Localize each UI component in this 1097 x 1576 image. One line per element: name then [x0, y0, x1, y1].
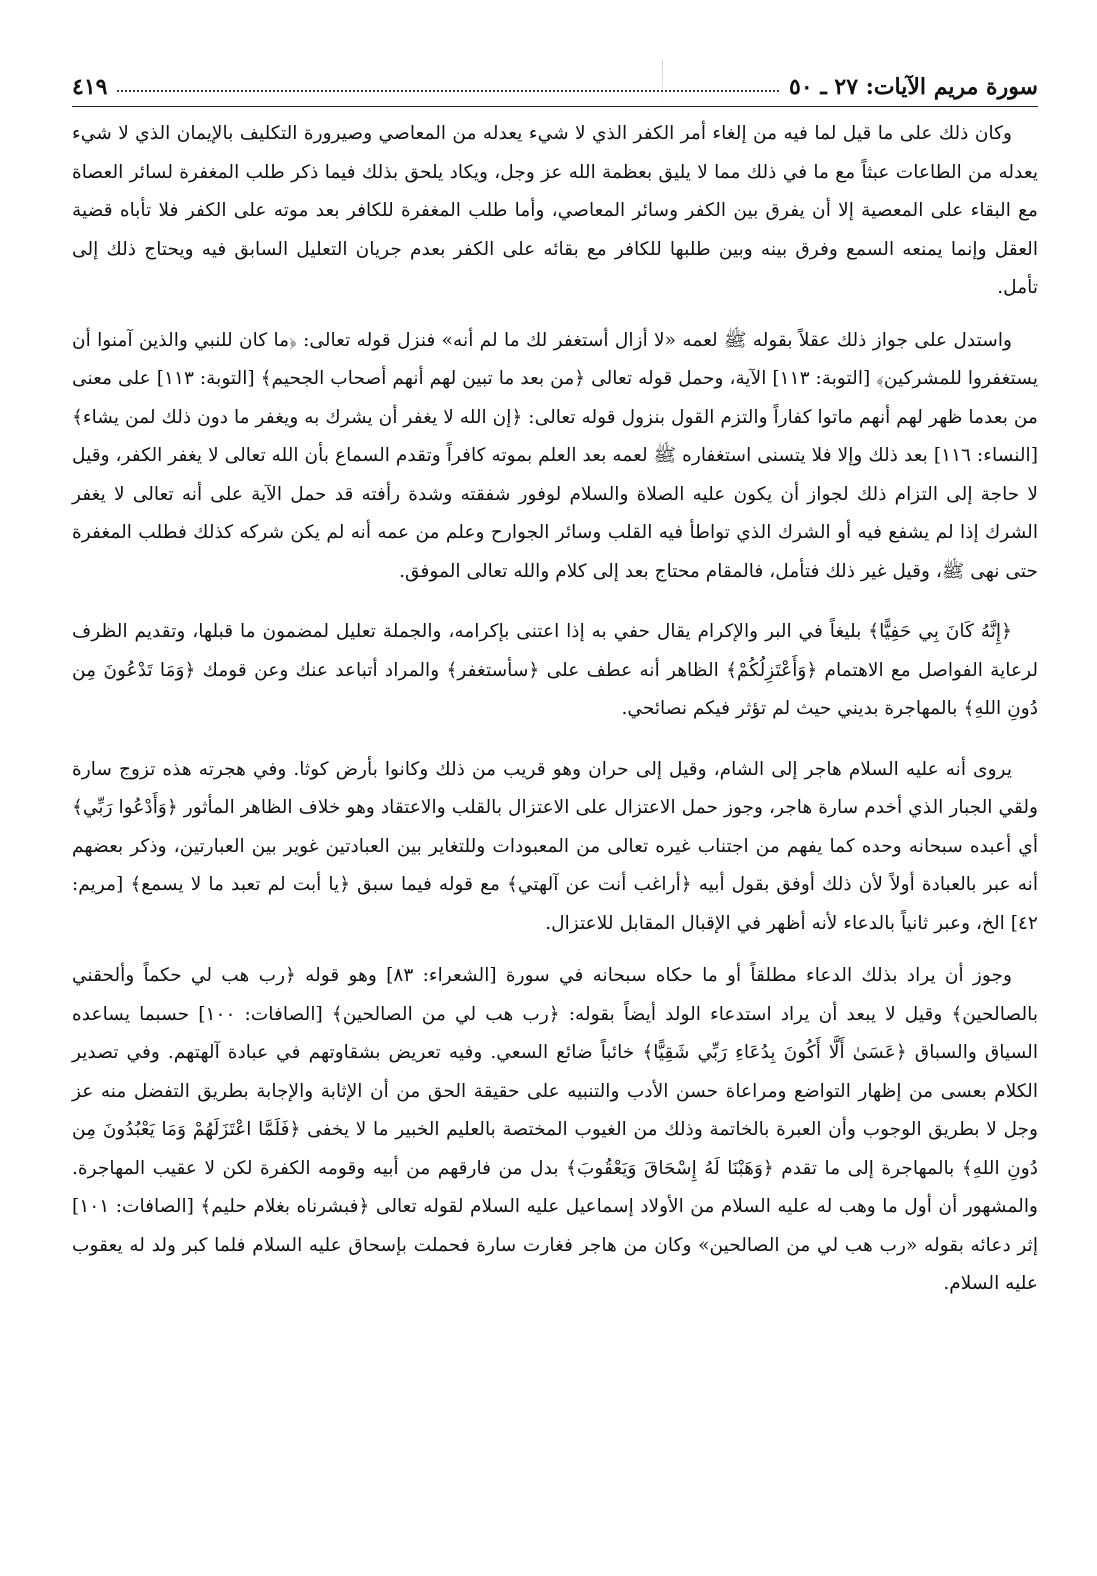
- paragraph: يروى أنه عليه السلام هاجر إلى الشام، وقيل إلى حران وهو قريب من ذلك وكانوا بأرض كوثا. وفي هجرته هذه تزوج سارة ولقي الجبار الذي أخدم سارة هاجر، وجوز حمل الاعتزال على الاعتزال بالقلب والاعتقاد وهو خلاف الظاهر المأثور ﴿وَأَدْعُوا رَبِّي﴾ أي أعبده سبحانه وحده كما يفهم من اجتناب غيره تعالى من المعبودات وللتغاير بين العبادتين غوير بين العبارتين، وذكر بعضهم أنه عبر بالعبادة أولاً لأن ذلك أوفق بقول أبيه ﴿أراغب أنت عن آلهتي﴾ مع قوله فيما سبق ﴿يا أبت لم تعبد ما لا يسمع﴾ [مريم: ٤٢] الخ، وعبر ثانياً بالدعاء لأنه أظهر في الإقبال المقابل للاعتزال.: [72, 758, 1038, 934]
- commentary-text: [72, 115, 1038, 1304]
- header-dot-leader: [117, 90, 779, 92]
- paragraph: وكان ذلك على ما قيل لما فيه من إلغاء أمر الكفر الذي لا شيء يعدله من المعاصي وصيرورة التكليف بالإيمان الذي لا شيء يعدله من الطاعات عبثاً مع ما في ذلك مما لا يليق بعظمة الله عز وجل، ويكاد يلحق بذلك فيما ذكر طلب المغفرة لسائر العصاة مع البقاء على المعصية إلا أن يفرق بين الكفر وسائر المعاصي، وأما طلب المغفرة للكافر بعد موته على الكفر فلا تأباه قضية العقل وإنما يمنعه السمع وفرق بينه وبين طلبها للكافر مع بقائه على الكفر بعدم جريان التعليل السابق فيه ويحتاج ذلك إلى تأمل.: [72, 123, 1038, 298]
- paragraph: وجوز أن يراد بذلك الدعاء مطلقاً أو ما حكاه سبحانه في سورة [الشعراء: ٨٣] وهو قوله ﴿رب هب لي حكماً وألحقني بالصالحين﴾ وقيل لا يبعد أن يراد استدعاء الولد أيضاً بقوله: ﴿رب هب لي من الصالحين﴾ [الصافات: ١٠٠] حسبما يساعده السياق والسباق ﴿عَسَىٰ أَلَّا أَكُونَ بِدُعَاءِ رَبِّي شَقِيًّا﴾ خائباً ضائع السعي. وفيه تعريض بشقاوتهم في عبادة آلهتهم. وفي تصدير الكلام بعسى من إظهار التواضع ومراعاة حسن الأدب والتنبيه على حقيقة الحق من أن الإثابة والإجابة بطريق التفضل منه عز وجل لا بطريق الوجوب وأن العبرة بالخاتمة وذلك من الغيوب المختصة بالعليم الخبير ما لا يخفى ﴿فَلَمَّا اعْتَزَلَهُمْ وَمَا يَعْبُدُونَ مِن دُونِ اللهِ﴾ بالمهاجرة إلى ما تقدم ﴿وَهَبْنَا لَهُ إِسْحَاقَ وَيَعْقُوبَ﴾ بدل من فارقهم من أبيه وقومه الكفرة لكن لا عقيب المهاجرة. والمشهور أن أول ما وهب له عليه السلام من الأولاد إسماعيل عليه السلام لقوله تعالى ﴿فبشرناه بغلام حليم﴾ [الصافات: ١٠١] إثر دعائه بقوله «رب هب لي من الصالحين» وكان من هاجر فغارت سارة فحملت بإسحاق عليه السلام فلما كبر ولد له يعقوب عليه السلام.: [72, 965, 1038, 1294]
- paragraph: واستدل على جواز ذلك عقلاً بقوله ﷺ لعمه «لا أزال أستغفر لك ما لم أنه» فنزل قوله تعالى: ﴿ما كان للنبي والذين آمنوا أن يستغفروا للمشركين﴾ [التوبة: ١١٣] الآية، وحمل قوله تعالى ﴿من بعد ما تبين لهم أنهم أصحاب الجحيم﴾ [التوبة: ١١٣] على معنى من بعدما ظهر لهم أنهم ماتوا كفاراً والتزم القول بنزول قوله تعالى: ﴿إن الله لا يغفر أن يشرك به ويغفر ما دون ذلك لمن يشاء﴾ [النساء: ١١٦] بعد ذلك وإلا فلا يتسنى استغفاره ﷺ لعمه بعد العلم بموته كافراً وتقدم السماع بأن الله تعالى لا يغفر الكفر، وقيل لا حاجة إلى التزام ذلك لجواز أن يكون عليه الصلاة والسلام لوفور شفقته وشدة رأفته قد حمل الآية على أنه تعالى لا يغفر الشرك إذا لم يشفع فيه أو الشرك الذي تواطأ فيه القلب وسائر الجوارح وعلم من عمه أنه لم يكن شركه كذلك فطلب المغفرة حتى نهى ﷺ، وقيل غير ذلك فتأمل، فالمقام محتاج بعد إلى كلام والله تعالى الموفق.: [72, 329, 1039, 582]
- surah-title: سورة مريم الآيات: ٢٧ ـ ٥٠: [789, 74, 1038, 100]
- running-header: [72, 60, 1038, 107]
- page-number: ٤١٩: [72, 74, 108, 100]
- paragraph: ﴿إِنَّهُ كَانَ بِي حَفِيًّا﴾ بليغاً في البر والإكرام يقال حفي به إذا اعتنى بإكرامه، والجملة تعليل لمضمون ما قبلها، وتقديم الظرف لرعاية الفواصل مع الاهتمام ﴿وَأَعْتَزِلُكُمْ﴾ الظاهر أنه عطف على ﴿سأستغفر﴾ والمراد أتباعد عنك وعن قومك ﴿وَمَا تَدْعُونَ مِن دُونِ اللهِ﴾ بالمهاجرة بديني حيث لم تؤثر فيكم نصائحي.: [72, 621, 1038, 719]
- book-page: [72, 60, 1038, 1540]
